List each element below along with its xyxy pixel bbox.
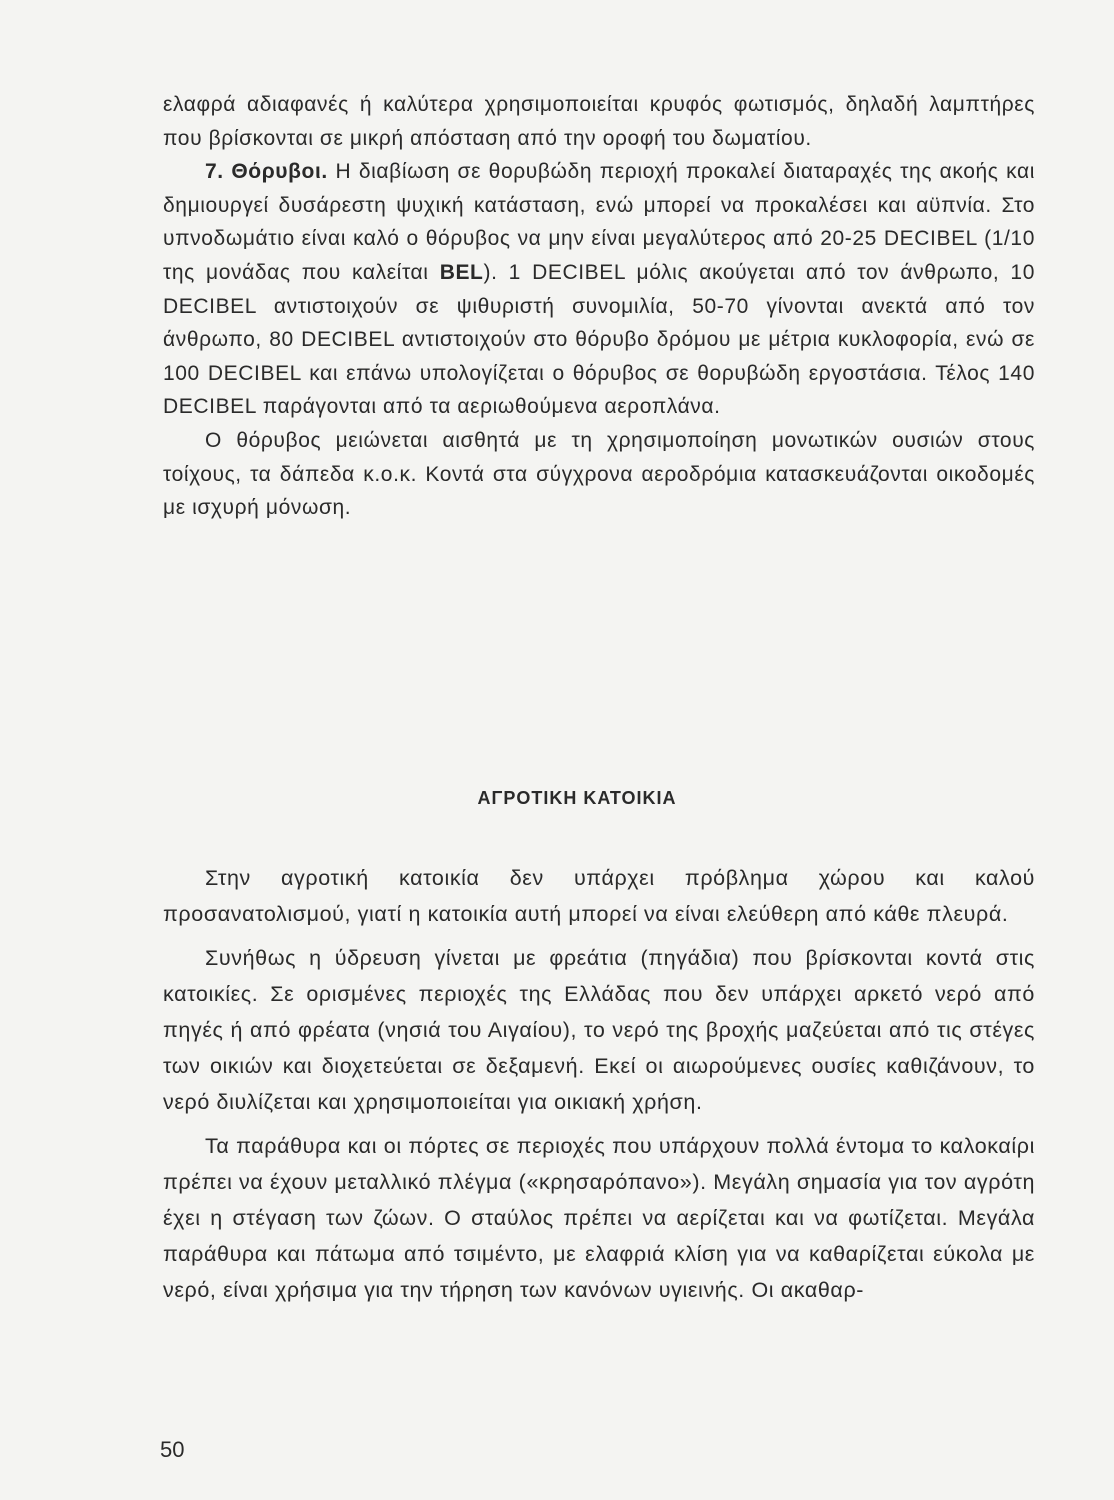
noise-text-b: ). 1 DECIBEL μόλις ακούγεται από τον άνθρωπο, 10 DECIBEL αντιστοιχούν σε ψιθυριστή συνομιλία, 50-70 γίνονται ανεκτά από τον άνθρωπο, 80 DECIBEL αντιστοιχούν στο θόρυβο δρόμου με μέτρια κυκλοφορία, ενώ σε 100 DECIBEL και επάνω υπολογίζεται ο θόρυβος σε θορυβώδη εργοστάσια. Τέλος 140 DECIBEL παράγονται από τα αεριωθούμενα αεροπλάνα.: [163, 260, 1035, 419]
paragraph-rural-space: Στην αγροτική κατοικία δεν υπάρχει πρόβλημα χώρου και καλού προσανατολισμού, γιατί η κατοικία αυτή μπορεί να είναι ελεύθερη από κάθε πλευρά.: [163, 866, 1035, 926]
paragraph-water-supply: Συνήθως η ύδρευση γίνεται με φρεάτια (πηγάδια) που βρίσκονται κοντά στις κατοικίες. Σε ορισμένες περιοχές της Ελλάδας που δεν υπάρχει αρκετό νερό από πηγές ή από φρέατα (νησιά του Αιγαίου), το νερό της βροχής μαζεύεται από τις στέγες των οικιών και διοχετεύεται σε δεξαμενή. Εκεί οι αιωρούμενες ουσίες καθιζάνουν, το νερό διυλίζεται και χρησιμοποιείται για οικιακή χρήση.: [163, 946, 1035, 1114]
paragraph-noise: [163, 155, 1035, 424]
paragraph-noise-insulation: Ο θόρυβος μειώνεται αισθητά με τη χρησιμοποίηση μονωτικών ουσιών στους τοίχους, τα δάπεδα κ.ο.κ. Κοντά στα σύγχρονα αεροδρόμια κατασκευάζονται οικοδομές με ισχυρή μόνωση.: [163, 428, 1035, 520]
top-text-section: [163, 88, 1035, 525]
bottom-text-section: [163, 860, 1035, 1316]
paragraph-windows-stables: Τα παράθυρα και οι πόρτες σε περιοχές που υπάρχουν πολλά έντομα το καλοκαίρι πρέπει να έχουν μεταλλικό πλέγμα («κρησαρόπανο»). Μεγάλη σημασία για τον αγρότη έχει η στέγαση των ζώων. Ο σταύλος πρέπει να αερίζεται και να φωτίζεται. Μεγάλα παράθυρα και πάτωμα από τσιμέντο, με ελαφριά κλίση για να καθαρίζεται εύκολα με νερό, είναι χρήσιμα για την τήρηση των κανόνων υγιεινής. Οι ακαθαρ-: [163, 1134, 1035, 1302]
page-number: 50: [160, 1437, 185, 1462]
noise-text-a: Η διαβίωση σε θορυβώδη περιοχή προκαλεί διαταραχές της ακοής και δημιουργεί δυσάρεστη ψυχική κατάσταση, ενώ μπορεί να προκαλέσει και αϋπνία. Στο υπνοδωμάτιο είναι καλό ο θόρυβος να μην είναι μεγαλύτερος από 20-25 DECIBEL (1/10 της μονάδας που καλείται: [163, 160, 1035, 284]
noise-heading: 7. Θόρυβοι.: [205, 160, 328, 184]
paragraph-lighting-continued: ελαφρά αδιαφανές ή καλύτερα χρησιμοποιείται κρυφός φωτισμός, δηλαδή λαμπτήρες που βρίσκονται σε μικρή απόσταση από την οροφή του δωματίου.: [163, 93, 1035, 150]
section-title: ΑΓΡΟΤΙΚΗ ΚΑΤΟΙΚΙΑ: [477, 788, 677, 808]
bel-term: BEL: [439, 260, 484, 284]
